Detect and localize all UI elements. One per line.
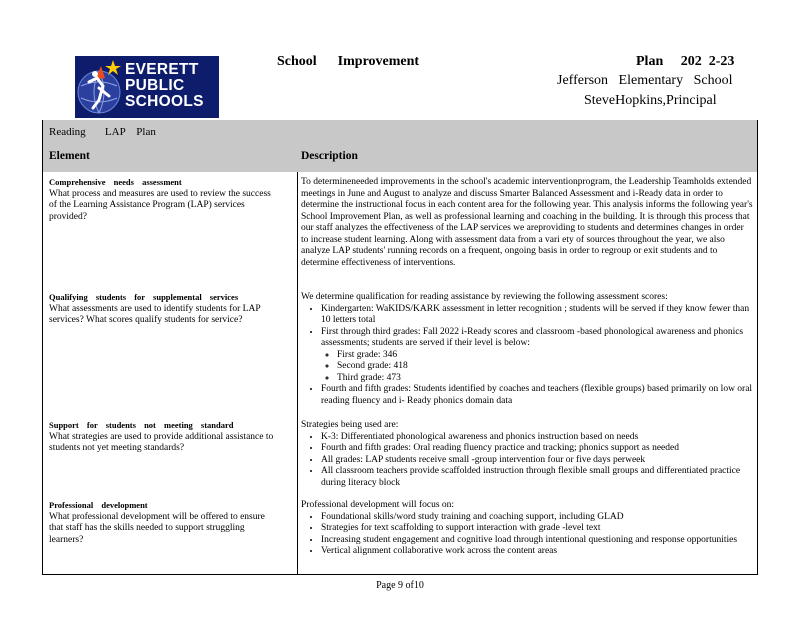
list-item: • Fourth and fifth grades: Oral reading fluency practice and tracking; phonics support as needed bbox=[321, 443, 753, 455]
list-item: • All grades: LAP students receive small -group intervention four or five days perweek bbox=[321, 455, 753, 467]
header-title-right: Plan 202 2-23 bbox=[636, 54, 735, 69]
description-cell-qualifying-students bbox=[301, 292, 753, 407]
header-title-left: School Improvement bbox=[277, 54, 420, 69]
principal-name: SteveHopkins,Principal bbox=[584, 93, 717, 108]
list-item: • Fourth and fifth grades: Students identified by coaches and teachers (flexible groups) based primarily on low oral reading fluency and i- Ready phonics domain data bbox=[321, 384, 753, 407]
list-item: • Strategies for text scaffolding to support interaction with grade -level text bbox=[321, 523, 753, 535]
list-item: • K-3: Differentiated phonological awareness and phonics instruction based on needs bbox=[321, 432, 753, 444]
element-question: What assessments are used to identify students for LAP services? What scores qualify students for service? bbox=[49, 303, 261, 325]
element-question: What process and measures are used to review the success of the Learning Assistance Program (LAP) services provided? bbox=[49, 188, 271, 222]
element-cell-support-students bbox=[49, 420, 281, 455]
element-cell-needs-assessment bbox=[49, 177, 281, 223]
school-name: Jefferson Elementary School bbox=[557, 73, 733, 88]
column-divider bbox=[297, 172, 298, 574]
element-heading: Professional development bbox=[49, 500, 148, 510]
column-header-element: Element bbox=[49, 150, 90, 162]
element-cell-qualifying-students bbox=[49, 292, 281, 327]
description-intro: Strategies being used are: bbox=[301, 420, 399, 430]
list-item: • Foundational skills/word study training and coaching support, including GLAD bbox=[321, 512, 753, 524]
everett-public-schools-logo bbox=[75, 56, 219, 118]
logo-line-1: EVERETT bbox=[125, 61, 199, 78]
list-item: • Kindergarten: WaKIDS/KARK assessment in letter recognition ; students will be served if they know fewer than 10 letters total bbox=[321, 304, 753, 327]
description-cell-professional-development bbox=[301, 500, 753, 558]
logo-line-2: PUBLIC bbox=[125, 77, 185, 94]
list-item: • All classroom teachers provide scaffolded instruction through flexible small groups and differentiated practice during literacy block bbox=[321, 466, 753, 489]
logo-line-3: SCHOOLS bbox=[125, 93, 204, 110]
description-cell-support-students bbox=[301, 420, 753, 489]
list-item: • Vertical alignment collaborative work across the content areas bbox=[321, 546, 753, 558]
description-intro: Professional development will focus on: bbox=[301, 500, 455, 510]
sub-list-item: ◦ First grade: 346 bbox=[337, 350, 753, 362]
description-intro: We determine qualification for reading assistance by reviewing the following assessment scores: bbox=[301, 292, 668, 302]
lap-plan-table bbox=[42, 120, 758, 575]
sub-list-item: ◦ Third grade: 473 bbox=[337, 373, 753, 385]
column-header-description: Description bbox=[301, 150, 358, 162]
element-question: What strategies are used to provide additional assistance to students not yet meeting standards? bbox=[49, 431, 274, 453]
list-item: • Increasing student engagement and cognitive load through intentional questioning and response opportunities bbox=[321, 535, 753, 547]
sub-list-item: ◦ Second grade: 418 bbox=[337, 361, 753, 373]
description-cell-needs-assessment bbox=[301, 177, 753, 269]
element-heading: Comprehensive needs assessment bbox=[49, 177, 182, 187]
page-number: Page 9 of10 bbox=[376, 580, 424, 591]
description-text: To determineneeded improvements in the school's academic interventionprogram, the Leadership Teamholds extended meetings in June and August to analyze and discuss Smarter Balanced Assessment and i-Ready data in order to determine the instructional focus in each content area for the following year. This analysis informs the following year's School Improvement Plan, as well as professional learning and coaching in the building. It is through this process that our staff analyzes the effectiveness of the LAP services we areproviding to students and determines changes in order to increase student learning. Along with assessment data from a vari ety of sources throughout the year, we also analyze LAP students' running records on a frequent, ongoing basis in order to regroup or exit students and to determine effectiveness of interventions. bbox=[301, 177, 753, 268]
element-heading: Support for students not meeting standard bbox=[49, 420, 234, 430]
table-header-band bbox=[43, 120, 757, 172]
list-item: • First through third grades: Fall 2022 i-Ready scores and classroom -based phonological awareness and phonics assessments; students are served if their level is below: ◦ First grade: 346 ◦ Second grade: 418 ◦ Third grade: 473 bbox=[321, 327, 753, 385]
plan-label: Reading LAP Plan bbox=[49, 126, 156, 138]
element-cell-professional-development bbox=[49, 500, 281, 546]
element-question: What professional development will be offered to ensure that staff has the skills needed to support struggling learners? bbox=[49, 511, 265, 545]
element-heading: Qualifying students for supplemental services bbox=[49, 292, 239, 302]
